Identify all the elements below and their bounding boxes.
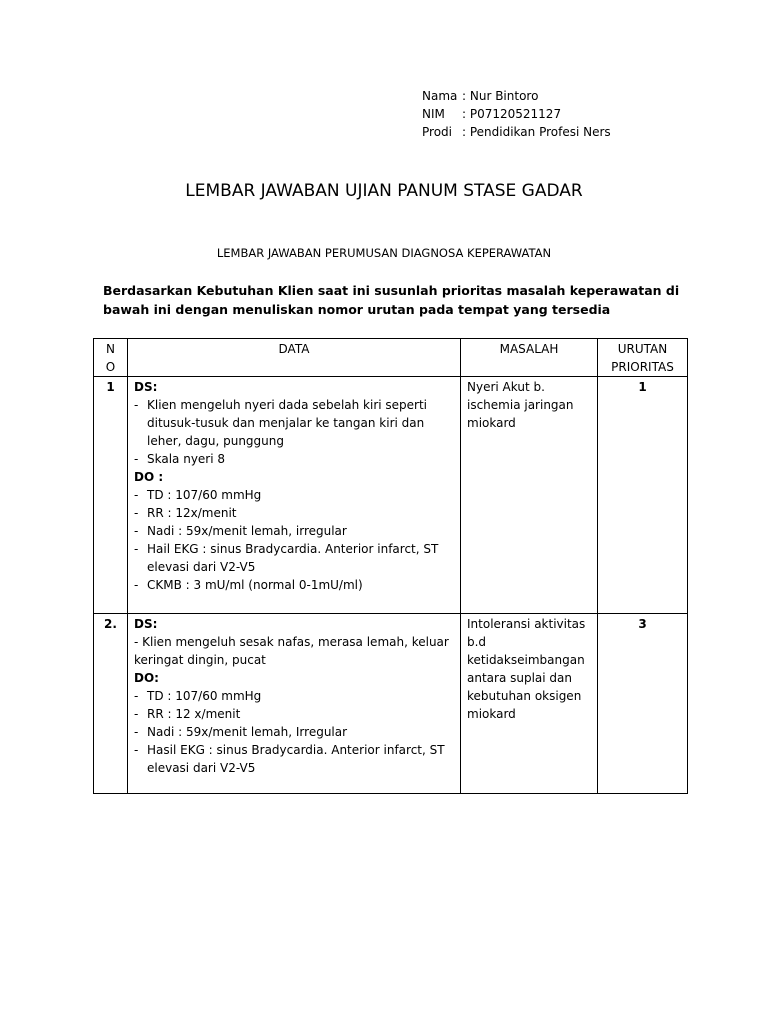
header-urutan <box>598 339 688 377</box>
prodi-label: Prodi <box>422 125 452 139</box>
row-urutan: 1 <box>598 377 688 614</box>
row-masalah: Intoleransi aktivitas b.d ketidakseimbangan antara suplai dan kebutuhan oksigen miokard <box>461 614 598 794</box>
do-item: - TD : 107/60 mmHg <box>134 689 262 703</box>
diagnosis-table <box>93 338 688 794</box>
header-urutan-label: URUTAN PRIORITAS <box>611 342 674 374</box>
page-title: LEMBAR JAWABAN UJIAN PANUM STASE GADAR <box>185 181 583 201</box>
do-item: - RR : 12x/menit <box>134 506 237 520</box>
row-data <box>128 377 461 614</box>
ds-item: - Klien mengeluh nyeri dada sebelah kiri seperti ditusuk-tusuk dan menjalar ke tangan kiri dan leher, dagu, punggung <box>134 398 428 448</box>
name-label: Nama <box>422 89 458 103</box>
table-header-row <box>94 339 688 377</box>
prodi-value: : Pendidikan Profesi Ners <box>462 125 611 139</box>
do-item: - RR : 12 x/menit <box>134 707 241 721</box>
nim-row <box>422 105 611 123</box>
header-no-label: N O <box>105 342 116 374</box>
do-label: DO : <box>134 470 164 484</box>
row-data <box>128 614 461 794</box>
row-number: 1 <box>94 377 128 614</box>
table-row <box>94 614 688 794</box>
do-item: - TD : 107/60 mmHg <box>134 488 262 502</box>
header-masalah: MASALAH <box>461 339 598 377</box>
do-item: - CKMB : 3 mU/ml (normal 0-1mU/ml) <box>134 578 363 592</box>
table-row <box>94 377 688 614</box>
prodi-row <box>422 123 611 141</box>
row-number: 2. <box>94 614 128 794</box>
do-item: - Hail EKG : sinus Bradycardia. Anterior infarct, ST elevasi dari V2-V5 <box>134 542 439 574</box>
ds-item: - Skala nyeri 8 <box>134 452 226 466</box>
student-identity <box>422 87 611 141</box>
instruction-text: Berdasarkan Kebutuhan Klien saat ini susunlah prioritas masalah keperawatan di bawah ini dengan menuliskan nomor urutan pada tempat yang tersedia <box>103 283 680 317</box>
row-urutan: 3 <box>598 614 688 794</box>
name-row <box>422 87 611 105</box>
nim-value: : P07120521127 <box>462 107 562 121</box>
ds-label: DS: <box>134 380 158 394</box>
do-label: DO: <box>134 671 159 685</box>
do-item: - Nadi : 59x/menit lemah, Irregular <box>134 725 348 739</box>
header-data: DATA <box>128 339 461 377</box>
ds-label: DS: <box>134 617 158 631</box>
page-subtitle: LEMBAR JAWABAN PERUMUSAN DIAGNOSA KEPERAWATAN <box>216 246 552 260</box>
header-no <box>94 339 128 377</box>
nim-label: NIM <box>422 107 445 121</box>
row-masalah: Nyeri Akut b. ischemia jaringan miokard <box>461 377 598 614</box>
do-item: - Hasil EKG : sinus Bradycardia. Anterior infarct, ST elevasi dari V2-V5 <box>134 743 445 775</box>
do-item: - Nadi : 59x/menit lemah, irregular <box>134 524 347 538</box>
name-value: : Nur Bintoro <box>462 89 539 103</box>
ds-text: - Klien mengeluh sesak nafas, merasa lemah, keluar keringat dingin, pucat <box>134 635 449 667</box>
